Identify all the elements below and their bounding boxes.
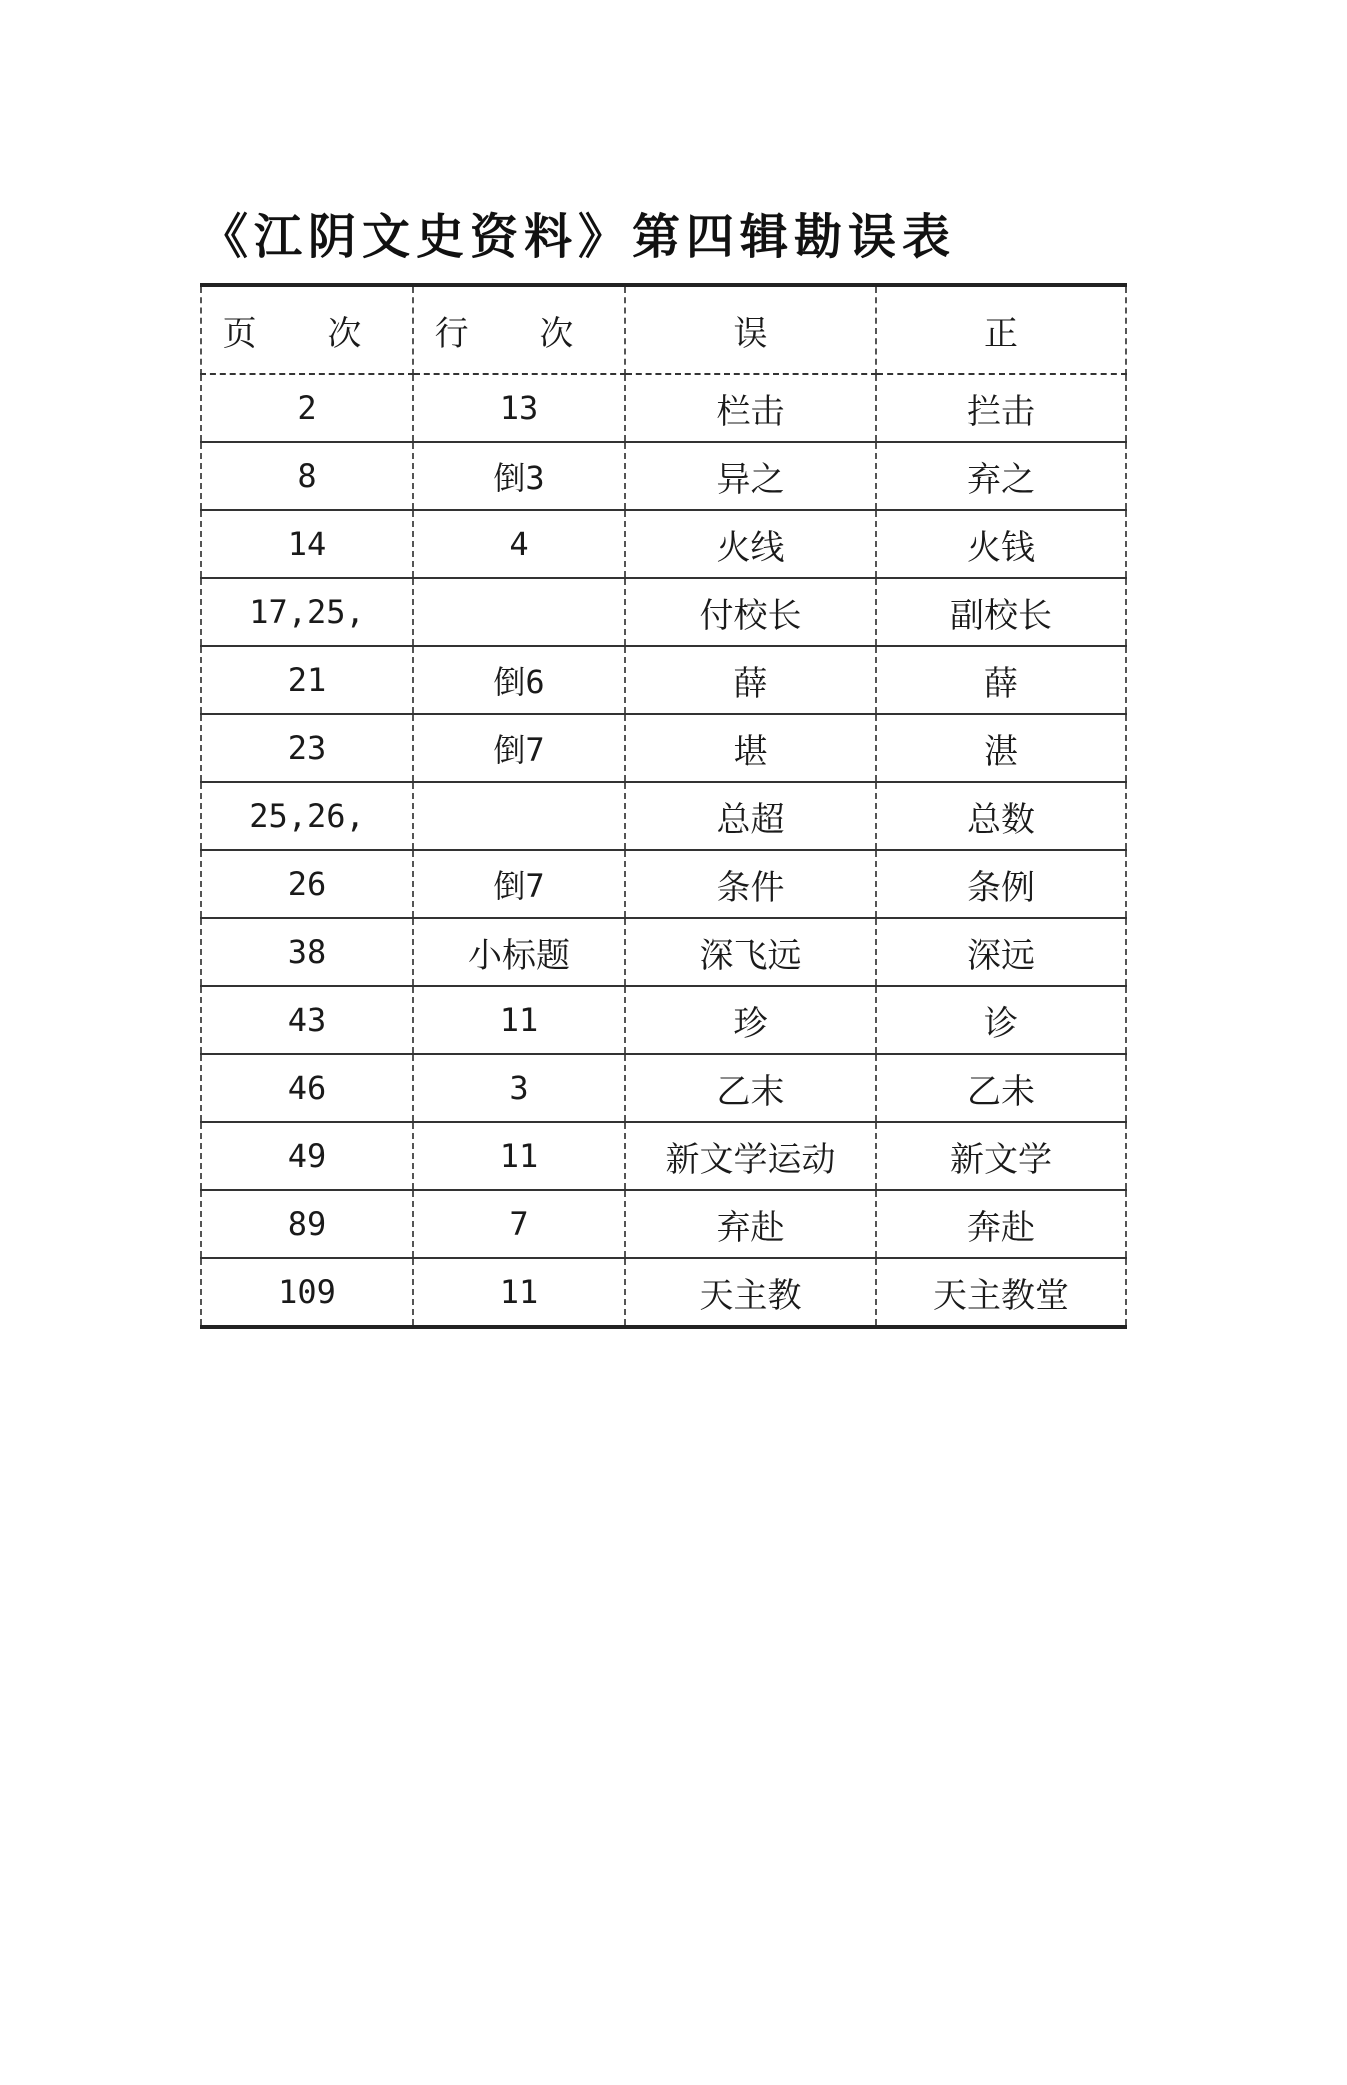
cell-line: 倒6	[413, 646, 625, 714]
cell-line: 倒7	[413, 850, 625, 918]
cell-wrong: 珍	[625, 986, 876, 1054]
cell-line: 7	[413, 1190, 625, 1258]
cell-wrong: 新文学运动	[625, 1122, 876, 1190]
table-row	[201, 510, 1126, 578]
table-row	[201, 646, 1126, 714]
cell-line: 倒3	[413, 442, 625, 510]
table-row	[201, 782, 1126, 850]
table-row	[201, 442, 1126, 510]
cell-line: 倒7	[413, 714, 625, 782]
cell-page: 26	[201, 850, 413, 918]
cell-correct: 弃之	[876, 442, 1126, 510]
header-row	[201, 285, 1126, 374]
cell-page: 8	[201, 442, 413, 510]
cell-correct: 乙未	[876, 1054, 1126, 1122]
table-row	[201, 578, 1126, 646]
cell-wrong: 天主教	[625, 1258, 876, 1327]
cell-correct: 副校长	[876, 578, 1126, 646]
cell-page: 25,26,	[201, 782, 413, 850]
cell-line: 小标题	[413, 918, 625, 986]
page-title: 《江阴文史资料》第四辑勘误表	[200, 209, 957, 265]
table-row	[201, 1122, 1126, 1190]
cell-line	[413, 782, 625, 850]
cell-wrong: 总超	[625, 782, 876, 850]
cell-wrong: 条件	[625, 850, 876, 918]
cell-page: 17,25,	[201, 578, 413, 646]
cell-correct: 拦击	[876, 374, 1126, 442]
cell-correct: 新文学	[876, 1122, 1126, 1190]
cell-page: 109	[201, 1258, 413, 1327]
cell-page: 46	[201, 1054, 413, 1122]
cell-correct: 薛	[876, 646, 1126, 714]
cell-correct: 天主教堂	[876, 1258, 1126, 1327]
cell-page: 14	[201, 510, 413, 578]
table-row	[201, 1054, 1126, 1122]
header-line: 行 次	[413, 285, 625, 374]
table-row	[201, 374, 1126, 442]
cell-page: 49	[201, 1122, 413, 1190]
cell-line: 4	[413, 510, 625, 578]
cell-line: 3	[413, 1054, 625, 1122]
cell-wrong: 异之	[625, 442, 876, 510]
cell-wrong: 乙末	[625, 1054, 876, 1122]
cell-page: 23	[201, 714, 413, 782]
table-row	[201, 850, 1126, 918]
cell-wrong: 弃赴	[625, 1190, 876, 1258]
cell-wrong: 深飞远	[625, 918, 876, 986]
cell-line: 13	[413, 374, 625, 442]
cell-page: 2	[201, 374, 413, 442]
cell-page: 38	[201, 918, 413, 986]
cell-correct: 条例	[876, 850, 1126, 918]
cell-page: 43	[201, 986, 413, 1054]
cell-correct: 奔赴	[876, 1190, 1126, 1258]
cell-wrong: 火线	[625, 510, 876, 578]
table-row	[201, 918, 1126, 986]
cell-wrong: 薛	[625, 646, 876, 714]
cell-wrong: 堪	[625, 714, 876, 782]
cell-wrong: 栏击	[625, 374, 876, 442]
cell-correct: 深远	[876, 918, 1126, 986]
cell-page: 89	[201, 1190, 413, 1258]
header-correct: 正	[876, 285, 1126, 374]
header-wrong: 误	[625, 285, 876, 374]
cell-correct: 湛	[876, 714, 1126, 782]
errata-table	[200, 283, 1127, 1329]
cell-line: 11	[413, 1122, 625, 1190]
table-row	[201, 1190, 1126, 1258]
cell-page: 21	[201, 646, 413, 714]
cell-correct: 火钱	[876, 510, 1126, 578]
header-page: 页 次	[201, 285, 413, 374]
cell-line: 11	[413, 1258, 625, 1327]
table-row	[201, 986, 1126, 1054]
cell-line: 11	[413, 986, 625, 1054]
cell-correct: 诊	[876, 986, 1126, 1054]
table-row	[201, 714, 1126, 782]
cell-correct: 总数	[876, 782, 1126, 850]
table-row	[201, 1258, 1126, 1327]
cell-wrong: 付校长	[625, 578, 876, 646]
cell-line	[413, 578, 625, 646]
